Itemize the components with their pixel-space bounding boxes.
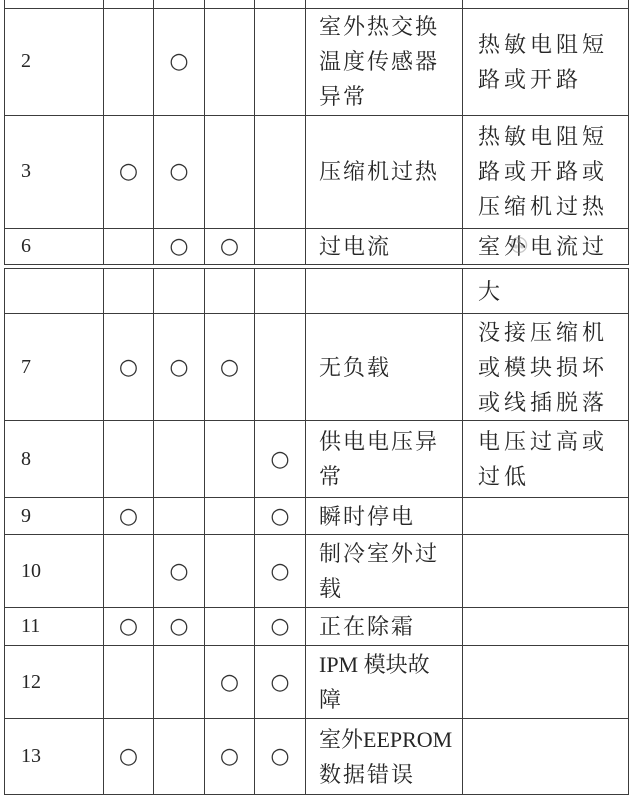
indicator-cell-3	[205, 0, 255, 8]
row-number-cell	[5, 228, 104, 264]
fault-cause-cell	[463, 8, 629, 115]
fault-description-line: 供电电压异	[319, 429, 440, 454]
fault-description-cell	[306, 608, 463, 646]
indicator-cell-3	[205, 421, 255, 498]
indicator-mark: ○	[118, 744, 139, 769]
indicator-cell-3	[205, 228, 255, 264]
row-number-cell	[5, 535, 104, 608]
row-number: 13	[21, 745, 41, 767]
fault-cause-line: 路或开路或	[478, 159, 609, 184]
table-row	[5, 498, 629, 535]
indicator-mark: ○	[169, 49, 189, 74]
table-row	[5, 719, 629, 795]
indicator-cell-2	[154, 228, 205, 264]
fault-cause-line: 热敏电阻短	[478, 124, 609, 149]
indicator-cell-2	[154, 269, 205, 314]
fault-description-cell	[306, 421, 463, 498]
indicator-cell-1	[104, 0, 154, 8]
indicator-cell-2	[154, 646, 205, 719]
fault-cause-line: 室外电流过	[478, 233, 609, 259]
indicator-cell-4	[255, 498, 306, 535]
indicator-mark: ○	[169, 558, 189, 584]
row-number: 6	[21, 234, 31, 257]
indicator-cell-3	[205, 535, 255, 608]
row-number-cell	[5, 498, 104, 535]
fault-cause-line: 没接压缩机	[478, 319, 609, 345]
indicator-mark: ○	[219, 744, 240, 769]
fault-cause-cell	[463, 0, 629, 8]
indicator-cell-1	[104, 8, 154, 115]
fault-description-cell	[306, 115, 463, 228]
fault-code-table-part-2	[4, 268, 629, 795]
fault-cause-cell	[463, 228, 629, 264]
fault-cause-cell	[463, 535, 629, 608]
row-number-cell	[5, 0, 104, 8]
indicator-mark: ○	[118, 159, 139, 184]
table-row	[5, 646, 629, 719]
indicator-cell-3	[205, 269, 255, 314]
indicator-mark: ○	[270, 669, 290, 695]
row-number: 9	[21, 504, 31, 527]
fault-cause-cell	[463, 608, 629, 646]
indicator-cell-1	[104, 228, 154, 264]
fault-description-cell	[306, 719, 463, 795]
fault-cause-line: 或模块损坏	[478, 354, 609, 380]
indicator-cell-2	[154, 0, 205, 8]
indicator-cell-2	[154, 719, 205, 795]
row-number-cell	[5, 314, 104, 421]
row-number: 10	[21, 559, 41, 582]
row-number-cell	[5, 269, 104, 314]
table-row	[5, 314, 629, 421]
row-number: 11	[21, 615, 41, 637]
indicator-mark: ○	[270, 446, 290, 472]
fault-description-line: 温度传感器	[319, 49, 440, 74]
indicator-mark: ○	[169, 354, 189, 380]
indicator-cell-4	[255, 719, 306, 795]
indicator-cell-4	[255, 535, 306, 608]
fault-cause-line: 电压过高或	[478, 429, 609, 454]
fault-cause-cell	[463, 719, 629, 795]
indicator-cell-2	[154, 421, 205, 498]
indicator-cell-2	[154, 8, 205, 115]
fault-description-line: 压缩机过热	[319, 159, 440, 184]
fault-description-line: 常	[319, 464, 344, 489]
indicator-cell-1	[104, 498, 154, 535]
indicator-cell-2	[154, 314, 205, 421]
fault-description-line: 瞬时停电	[319, 503, 416, 529]
fault-description-line: 无负载	[319, 354, 392, 380]
indicator-mark: ○	[118, 614, 139, 639]
fault-description-line: 正在除霜	[319, 614, 416, 639]
row-number-cell	[5, 421, 104, 498]
fault-description-line: 异常	[319, 84, 368, 109]
indicator-cell-3	[205, 115, 255, 228]
indicator-cell-3	[205, 498, 255, 535]
row-number-cell	[5, 8, 104, 115]
fault-description-line: 室外热交换	[319, 14, 440, 39]
indicator-mark: ○	[118, 354, 139, 380]
indicator-cell-3	[205, 719, 255, 795]
indicator-cell-3	[205, 646, 255, 719]
row-number-cell	[5, 608, 104, 646]
fault-description-cell	[306, 498, 463, 535]
fault-cause-cell	[463, 269, 629, 314]
indicator-cell-1	[104, 608, 154, 646]
indicator-cell-2	[154, 608, 205, 646]
fault-cause-cell	[463, 498, 629, 535]
indicator-cell-2	[154, 535, 205, 608]
indicator-mark: ○	[118, 503, 139, 529]
indicator-cell-1	[104, 269, 154, 314]
table-row	[5, 269, 629, 314]
row-number: 12	[21, 670, 41, 693]
fault-description-cell	[306, 0, 463, 8]
fault-description-line: 障	[319, 687, 344, 712]
indicator-cell-1	[104, 115, 154, 228]
fault-cause-line: 大	[478, 278, 505, 304]
fault-code-table-part-1	[4, 0, 629, 265]
indicator-mark: ○	[270, 744, 290, 769]
indicator-mark: ○	[169, 233, 189, 259]
indicator-mark: ○	[219, 233, 240, 259]
indicator-cell-4	[255, 269, 306, 314]
indicator-cell-4	[255, 314, 306, 421]
fault-cause-line: 过低	[478, 464, 531, 489]
indicator-cell-2	[154, 115, 205, 228]
fault-description-line: IPM 模块故	[319, 652, 430, 677]
fault-cause-line: 热敏电阻短	[478, 31, 609, 57]
fault-cause-line: 或线插脱落	[478, 389, 609, 415]
indicator-cell-1	[104, 535, 154, 608]
row-number: 7	[21, 355, 31, 378]
table-row	[5, 421, 629, 498]
row-number-cell	[5, 646, 104, 719]
fault-description-cell	[306, 228, 463, 264]
fault-description-line: 制冷室外过	[319, 541, 440, 566]
indicator-cell-3	[205, 314, 255, 421]
indicator-cell-4	[255, 421, 306, 498]
row-number-cell	[5, 719, 104, 795]
fault-description-cell	[306, 314, 463, 421]
indicator-mark: ○	[219, 669, 240, 695]
fault-description-cell	[306, 269, 463, 314]
fault-cause-cell	[463, 646, 629, 719]
indicator-mark: ○	[270, 503, 290, 529]
fault-cause-cell	[463, 421, 629, 498]
indicator-cell-4	[255, 115, 306, 228]
fault-cause-cell	[463, 314, 629, 421]
indicator-cell-2	[154, 498, 205, 535]
indicator-cell-4	[255, 228, 306, 264]
row-number: 3	[21, 160, 31, 182]
indicator-mark: ○	[270, 558, 290, 584]
table-row	[5, 608, 629, 646]
indicator-cell-1	[104, 421, 154, 498]
fault-description-line: 载	[319, 576, 344, 601]
row-number: 2	[21, 50, 31, 72]
indicator-cell-3	[205, 8, 255, 115]
table-row	[5, 0, 629, 8]
indicator-cell-1	[104, 719, 154, 795]
table-row	[5, 535, 629, 608]
indicator-cell-4	[255, 646, 306, 719]
fault-description-cell	[306, 535, 463, 608]
indicator-cell-4	[255, 8, 306, 115]
indicator-cell-4	[255, 0, 306, 8]
table-row	[5, 8, 629, 115]
indicator-mark: ○	[270, 614, 290, 639]
indicator-cell-1	[104, 314, 154, 421]
indicator-mark: ○	[169, 159, 189, 184]
fault-description-line: 室外EEPROM	[319, 726, 453, 752]
row-number: 8	[21, 447, 31, 470]
fault-description-line: 数据错误	[319, 761, 416, 787]
fault-cause-line: 压缩机过热	[478, 194, 609, 219]
indicator-cell-1	[104, 646, 154, 719]
row-number-cell	[5, 115, 104, 228]
fault-description-cell	[306, 646, 463, 719]
indicator-cell-4	[255, 608, 306, 646]
table-row	[5, 228, 629, 264]
fault-cause-cell	[463, 115, 629, 228]
fault-description-line: 过电流	[319, 233, 392, 259]
indicator-mark: ○	[169, 614, 189, 639]
indicator-cell-3	[205, 608, 255, 646]
fault-cause-line: 路或开路	[478, 66, 583, 92]
indicator-mark: ○	[219, 354, 240, 380]
fault-description-cell	[306, 8, 463, 115]
table-row	[5, 115, 629, 228]
